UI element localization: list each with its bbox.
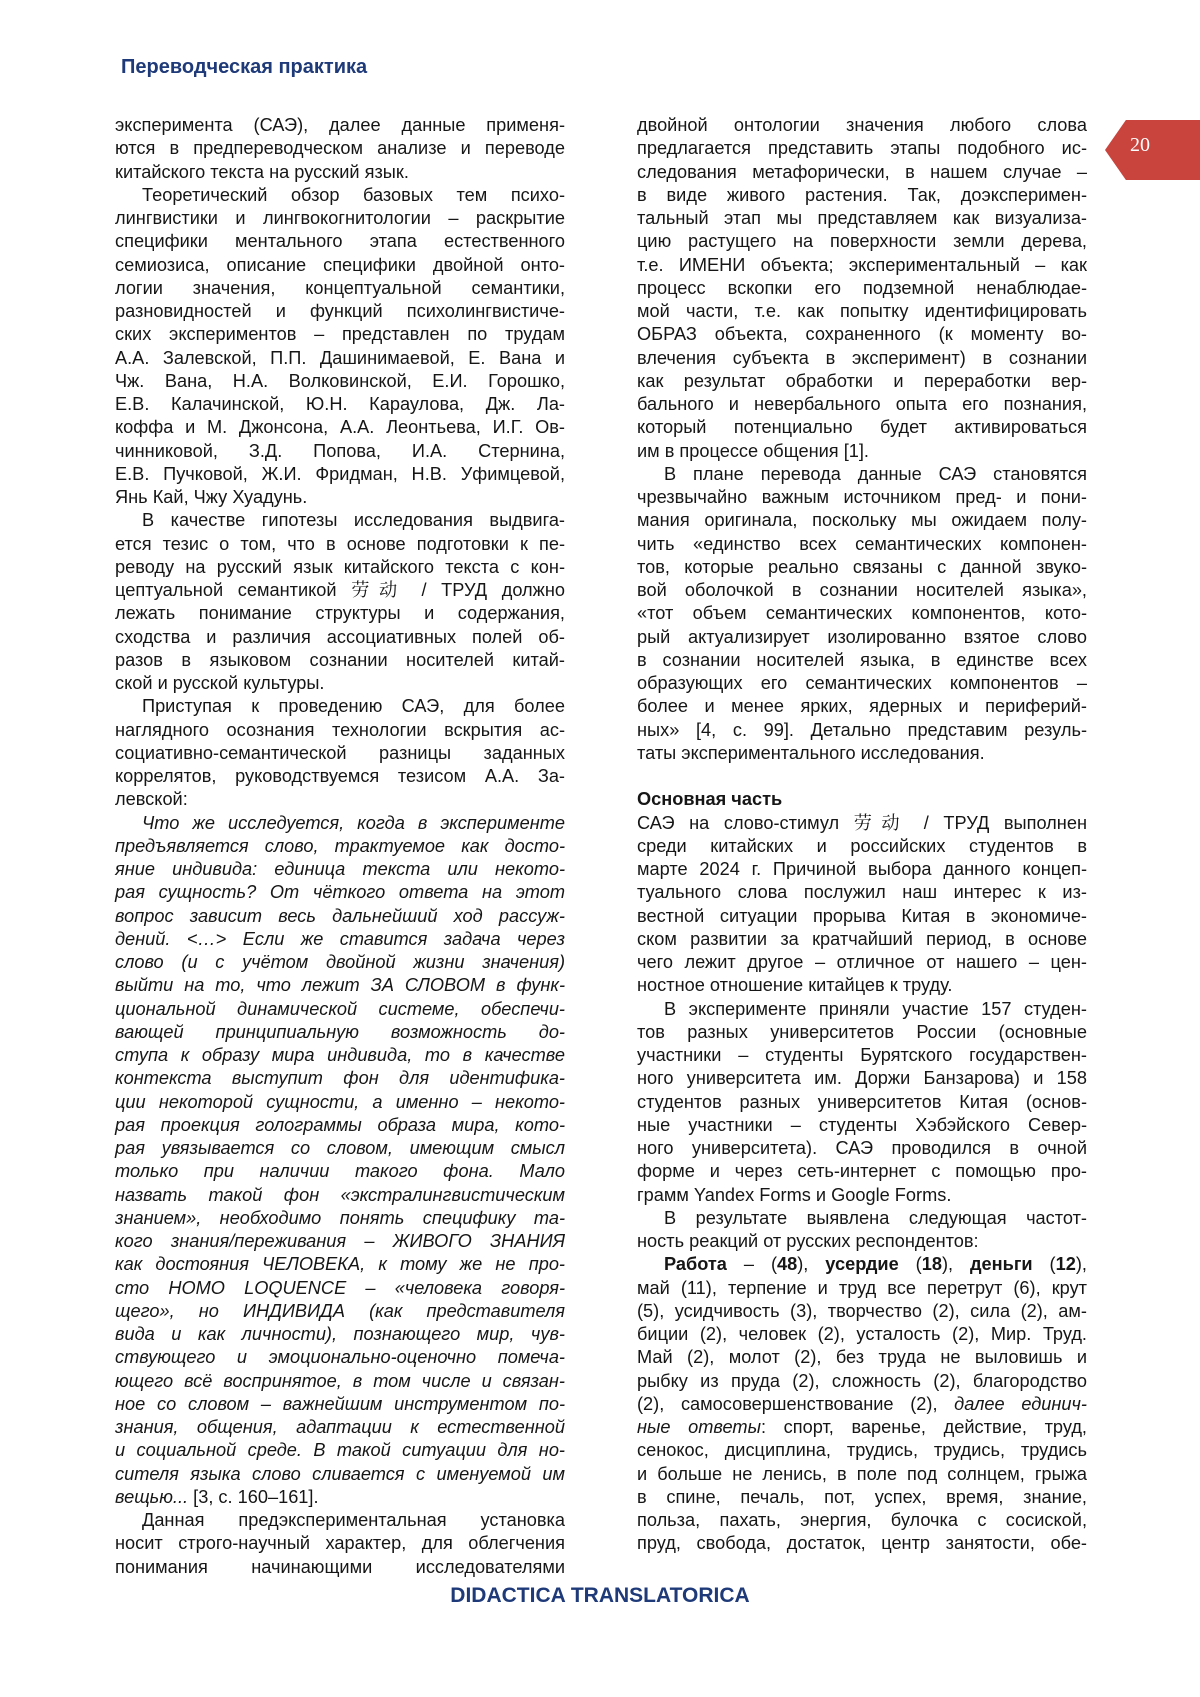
page-number: 20: [1130, 134, 1150, 156]
quote-last-line: [115, 1486, 565, 1509]
text-line: образующих его семантических компонентов –: [637, 673, 1087, 693]
running-header: Переводческая практика: [121, 56, 368, 78]
text-line: как результат обработки и переработки вер-: [637, 370, 1087, 391]
text-line: в виде живого растения. Так, доэксперимен-: [637, 184, 1087, 205]
quote-line: сто HOMO LOQUENCE – «человека говоря-: [115, 1277, 565, 1298]
text-line: тов, которые реально связаны с данной звуко-: [637, 556, 1087, 577]
text-line: т.е. ИМЕНИ объекта; экспериментальный – как: [637, 254, 1087, 275]
journal-footer: DIDACTICA TRANSLATORICA: [450, 1584, 750, 1607]
quote-line: вида и как личности), познающего мир, чув-: [115, 1324, 565, 1344]
quote-line: ющего всё воспринятое, в том числе и связан-: [115, 1370, 565, 1391]
text-line: таты экспериментального исследования.: [637, 742, 985, 763]
quote-line: ступа к образу мира индивида, то в качестве: [115, 1045, 565, 1065]
text-line: сенокос, дисциплина, трудись, трудись, трудись: [637, 1440, 1087, 1461]
quote-line: только при наличии такого фона. Мало: [115, 1161, 565, 1182]
quote-line: ное со словом – важнейшим инструментом по-: [115, 1393, 565, 1414]
text-line: ных» [4, с. 99]. Детально представим резуль-: [637, 719, 1087, 740]
text-line: разов в языковом сознании носителей китай-: [115, 649, 565, 670]
quote-line: кого знания/переживания – ЖИВОГО ЗНАНИЯ: [115, 1231, 565, 1251]
text-line: В эксперименте приняли участие 157 студен-: [664, 998, 1087, 1019]
quote-line: слово (и с учётом двойной жизни значения): [115, 952, 565, 972]
text-line: пруд, свобода, достаток, центр занятости, обе-: [637, 1533, 1087, 1554]
text-line: сходства и различия ассоциативных полей об-: [115, 626, 565, 647]
text-line: форме и через сеть-интернет с помощью про-: [637, 1161, 1087, 1182]
text-line: ском развитии за кратчайший период, в основе: [637, 928, 1087, 949]
text-line: участники – студенты Бурятского государствен-: [637, 1045, 1087, 1065]
text-line: студентов разных университетов Китая (основ-: [637, 1091, 1087, 1112]
text-line: польза, пахать, энергия, булочка с сосиской,: [637, 1510, 1087, 1530]
text-line: коррелятов, руководствуемся тезисом А.А. За-: [115, 766, 565, 786]
reactions-top-line: Работа – (48), усердие (18), деньги (12),: [664, 1254, 1087, 1275]
text-line: грамм Yandex Forms и Google Forms.: [637, 1184, 952, 1205]
quote-line: яние индивида: единица текста или некото-: [115, 859, 565, 879]
text-line: тов разных университетов России (основные: [637, 1021, 1087, 1042]
text-line: май (11), терпение и труд все перетрут (6), крут: [637, 1277, 1087, 1298]
text-line: в сознании носителей языка, в единстве всех: [637, 649, 1087, 670]
text-line: ОБРАЗ объекта, сохраненного (к моменту во-: [637, 324, 1087, 345]
section-heading: Основная часть: [637, 789, 783, 810]
text-line: мой части, т.е. как попытку идентифицировать: [637, 301, 1087, 321]
reaction-count: 48: [777, 1254, 798, 1275]
reaction-word: усердие: [825, 1254, 899, 1275]
text-line: левской:: [115, 789, 188, 810]
quote-end-text: вещью...: [115, 1486, 189, 1507]
quote-line: сителя языка слово сливается с именуемой им: [115, 1463, 565, 1484]
text-line: марте 2024 г. Причиной выбора данного концеп-: [637, 859, 1087, 879]
quote-line: щего», но ИНДИВИДА (как представителя: [115, 1300, 565, 1321]
text-line: цию растущего на поверхности земли дерева,: [637, 231, 1087, 252]
quote-line: знания, общения, адаптации к естественной: [115, 1417, 565, 1437]
text-line: китайского текста на русский язык.: [115, 161, 409, 182]
text-line: ность реакций от русских респондентов:: [637, 1231, 979, 1251]
quote-line: предъявляется слово, трактуемое как досто-: [115, 835, 565, 856]
text-line: Янь Кай, Чжу Хуадунь.: [115, 487, 308, 507]
text-line: двойной онтологии значения любого слова: [637, 115, 1087, 135]
text-line: разновидностей и функций психолингвистиче-: [115, 301, 565, 321]
text-line: влечения субъекта в эксперимент) в сознании: [637, 347, 1087, 368]
text-line: мания оригинала, поскольку мы ожидаем полу-: [637, 510, 1087, 531]
text-line: ные участники – студенты Хэбэйского Север-: [637, 1114, 1087, 1135]
text-line: биции (2), человек (2), усталость (2), Мир. Труд.: [637, 1324, 1087, 1344]
text-line: наглядного осознания технологии вскрытия ас-: [115, 719, 565, 740]
text-line: понимания начинающими исследователями: [115, 1556, 565, 1577]
text-line: Май (2), молот (2), без труда не выловишь и: [637, 1347, 1087, 1368]
text-line: им в процессе общения [1].: [637, 440, 869, 461]
text-line: реводу на русский язык китайского текста с кон-: [115, 556, 565, 577]
text-line: чего лежит другое – отличное от нашего – цен-: [637, 952, 1087, 972]
text-line: чинниковой, З.Д. Попова, И.А. Стернина,: [115, 440, 565, 461]
text-line: В качестве гипотезы исследования выдвига-: [142, 510, 565, 531]
text-line: В плане перевода данные САЭ становятся: [664, 463, 1087, 484]
text-line: Е.В. Пучковой, Ж.И. Фридман, Н.В. Уфимцевой,: [115, 463, 565, 484]
text-line: социативно-семантической разницы заданных: [115, 742, 565, 763]
citation: [3, с. 160–161].: [188, 1486, 319, 1507]
text-line: ской и русской культуры.: [115, 673, 325, 693]
text-line: рыбку из пруда (2), сложность (2), благородство: [637, 1370, 1087, 1391]
text-line: лежать понимание структуры и содержания,: [115, 603, 565, 624]
quote-line: Что же исследуется, когда в эксперименте: [142, 812, 565, 833]
text-line: ностное отношение китайцев к труду.: [637, 975, 953, 996]
text-line: чрезвычайно важным источником пред- и пони-: [637, 487, 1087, 507]
text-line: А.А. Залевской, П.П. Дашинимаевой, Е. Вана и: [115, 347, 565, 368]
quote-line: вопрос зависит весь дальнейший ход рассуж-: [115, 905, 565, 926]
text-line: следования метафорически, в нашем случае –: [637, 161, 1087, 182]
reaction-word: Работа: [664, 1254, 727, 1275]
text-line: носит строго-научный характер, для облегчения: [115, 1533, 565, 1554]
text-line: Теоретический обзор базовых тем психо-: [142, 184, 565, 205]
text-line: Приступая к проведению САЭ, для более: [142, 696, 565, 717]
quote-line: рая увязывается со словом, имеющим смысл: [115, 1138, 565, 1158]
text-line: ного университета им. Доржи Банзарова) и 158: [637, 1068, 1087, 1089]
quote-line: рая проекция голограммы образа мира, кото-: [115, 1114, 565, 1135]
text-line: САЭ на слово-стимул 劳动 / ТРУД выполнен: [637, 812, 1087, 833]
reaction-count: 18: [921, 1254, 942, 1275]
text-line: и больше не ленись, в поле под солнцем, грыжа: [637, 1463, 1087, 1484]
text-line: предлагается представить этапы подобного ис-: [637, 138, 1087, 159]
text-line: семиозиса, описание специфики двойной онто-: [115, 254, 565, 275]
quote-line: и социальной среде. В такой ситуации для но-: [115, 1440, 565, 1461]
text-line: вестной ситуации прорыва Китая в экономиче-: [637, 905, 1087, 926]
text-line: среди китайских и российских студентов в: [637, 835, 1087, 856]
text-line: специфики ментального этапа естественного: [115, 231, 565, 252]
text-line: туального слова послужил наш интерес к из-: [637, 882, 1087, 903]
text-line: Чж. Вана, Н.А. Волковинской, Е.И. Горошко,: [115, 370, 565, 391]
quote-line: контекста выступит фон для идентифика-: [115, 1068, 565, 1089]
page-number-tab: [1105, 120, 1200, 180]
reaction-count: 12: [1055, 1254, 1076, 1275]
text-line: процесс вскопки его подземной ненаблюдае-: [637, 277, 1087, 298]
text-line: «тот объем семантических компонентов, кото-: [637, 603, 1087, 624]
quote-line: назвать такой фон «экстралингвистическим: [115, 1184, 565, 1205]
italic-span: ные ответы: [637, 1417, 761, 1437]
quote-line: ции некоторой сущности, а именно – некото-: [115, 1091, 565, 1112]
text-line: чить «единство всех семантических компонен-: [637, 533, 1087, 554]
right-column: [637, 114, 1087, 1556]
quote-line: ствующего и эмоционально-оценочно помеча-: [115, 1347, 565, 1368]
text-line: бального и невербального опыта его познания,: [637, 394, 1087, 414]
text-line: В результате выявлена следующая частот-: [664, 1207, 1087, 1228]
text-line: Е.В. Калачинской, Ю.Н. Караулова, Дж. Ла-: [115, 394, 565, 414]
quote-line: вающей принципиальную возможность до-: [115, 1021, 565, 1042]
quote-line: циональной динамической системе, обеспечи-: [115, 998, 565, 1019]
quote-line: рая сущность? От чёткого ответа на этот: [115, 882, 565, 903]
text-line: (5), усидчивость (3), творчество (2), сила (2), ам-: [637, 1300, 1087, 1321]
text-line: более и менее ярких, ядерных и периферий-: [637, 696, 1087, 717]
text-span: : спорт, варенье, действие, труд,: [760, 1417, 1087, 1437]
text-line: вой оболочкой в сознании носителей языка»,: [637, 580, 1087, 600]
text-line: коффа и М. Джонсона, А.А. Леонтьева, И.Г. Ов-: [115, 417, 565, 438]
quote-line: знанием», необходимо понять специфику та-: [115, 1207, 565, 1228]
text-line: который потенциально будет активироваться: [637, 417, 1087, 438]
text-line: эксперимента (САЭ), далее данные применя-: [115, 115, 565, 135]
text-line: ется тезис о том, что в основе подготовки к пе-: [115, 533, 565, 554]
paragraph-spacer: [637, 765, 1087, 788]
text-line: цептуальной семантикой 劳动 / ТРУД должно: [115, 580, 565, 600]
mixed-line: [637, 1416, 1087, 1439]
text-line: ются в предпереводческом анализе и переводе: [115, 138, 565, 159]
text-line: лингвистики и лингвокогнитологии – раскрытие: [115, 208, 565, 228]
text-line: тальный этап мы представляем как визуализа-: [637, 208, 1087, 228]
text-line: ских экспериментов – представлен по трудам: [115, 324, 565, 345]
quote-line: дений. <…> Если же ставится задача через: [115, 928, 565, 949]
text-line: рый актуализирует изолированно взятое слово: [637, 626, 1087, 647]
text-line: ного университета). САЭ проводился в очной: [637, 1138, 1087, 1158]
quote-line: выйти на то, что лежит ЗА СЛОВОМ в функ-: [115, 975, 565, 996]
left-column: [115, 114, 565, 1579]
text-line: в спине, печаль, пот, успех, время, знание,: [637, 1486, 1087, 1507]
reaction-word: деньги: [970, 1254, 1033, 1275]
quote-line: как достояния ЧЕЛОВЕКА, к тому же не про-: [115, 1254, 565, 1275]
italic-span: далее единич-: [937, 1393, 1087, 1414]
text-line: логии значения, концептуальной семантики,: [115, 277, 565, 298]
mixed-line: [637, 1393, 1087, 1416]
text-span: (2), самосовершенствование (2),: [637, 1393, 938, 1414]
text-line: Данная предэкспериментальная установка: [142, 1510, 565, 1530]
